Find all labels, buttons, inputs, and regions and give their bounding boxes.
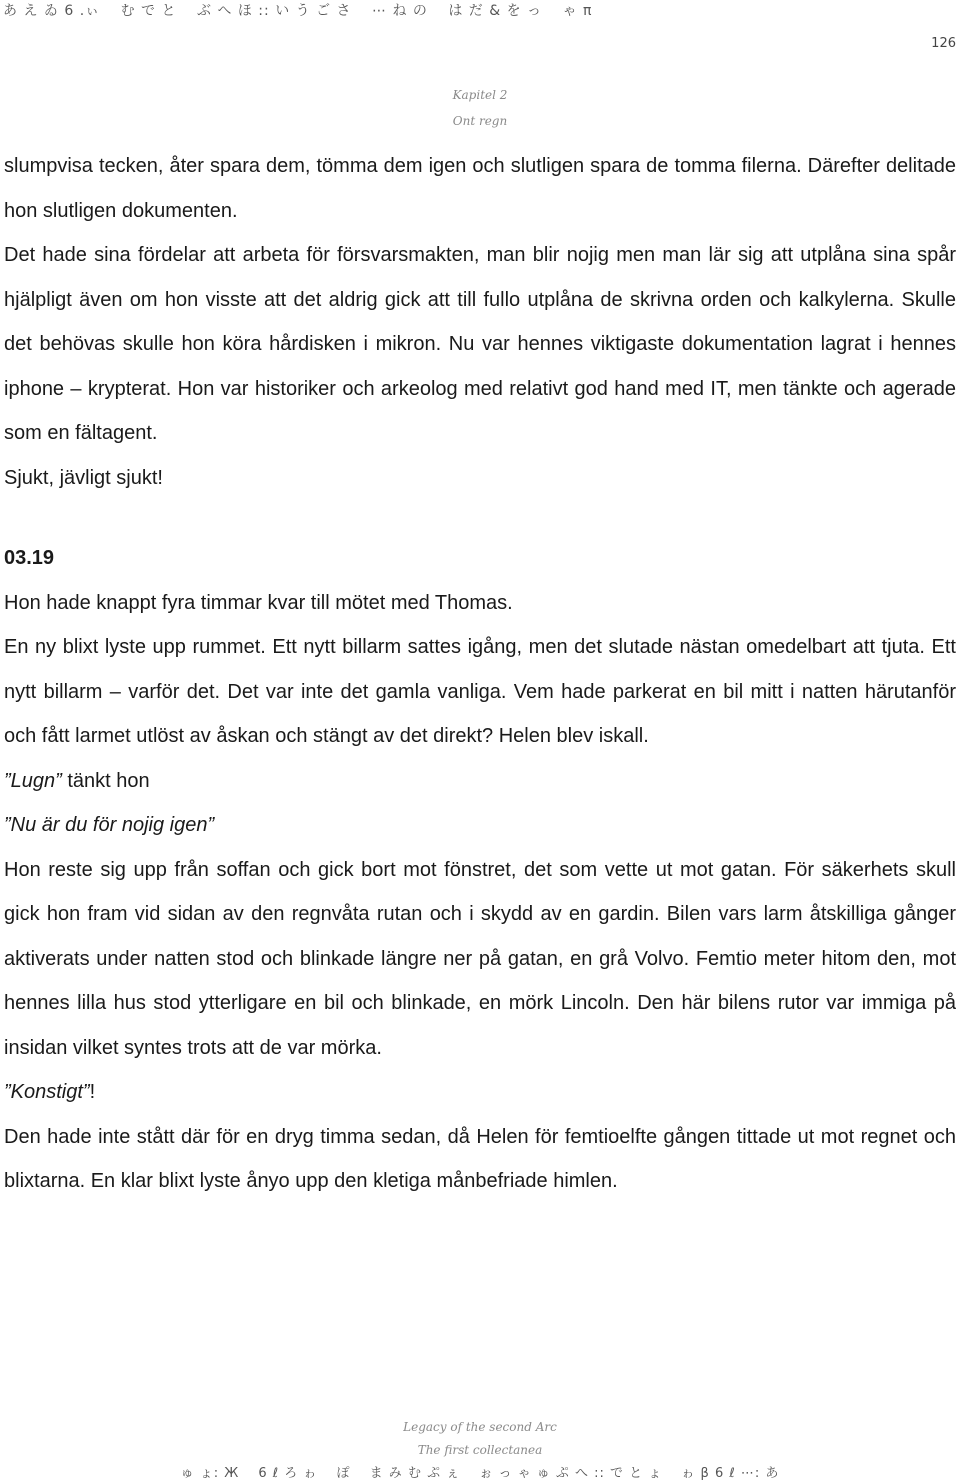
paragraph: Hon hade knappt fyra timmar kvar till mötet med Thomas. (4, 591, 513, 614)
top-glyph-line: あ え ゐ 6 .ぃ む で と ぶ へ ほ :: い う ご さ ⋯ ね の は だ & を っ ゃ π (3, 3, 593, 19)
paragraph: Det hade sina fördelar att arbeta för försvarsmakten, man blir nojig men man lär sig att utplåna sina spår hjälpligt även om hon visste att det aldrig gick att till fullo utplåna de skrivna orden och kalkylerna. Skulle det behövas skulle hon köra hårdisken i mikron. Nu var hennes viktigaste dokumentation lagrat i hennes iphone – krypterat. Hon var historiker och arkeolog med relativt god hand med IT, men tänkte och agerade som en fältagent. (4, 244, 956, 444)
paragraph: En ny blixt lyste upp rummet. Ett nytt billarm sattes igång, men det slutade nästan omedelbart att tjuta. Ett nytt billarm – varför det. Det var inte det gamla vanliga. Vem hade parkerat en bil mitt i natten härutanför och fått larmet utlöst av åskan och stängt av det direkt? Helen blev iskall. (4, 636, 956, 747)
page-number: 126 (931, 36, 956, 51)
footer-volume-title: The first collectanea (417, 1443, 543, 1457)
page-footer (0, 1416, 960, 1462)
exclamation-tail: ! (89, 1081, 96, 1103)
chapter-subtitle: Ont regn (452, 114, 508, 128)
section-heading: 03.19 (4, 547, 55, 569)
thought-line (4, 759, 956, 804)
paragraph: Hon reste sig upp från soffan och gick bort mot fönstret, det som vette ut mot gatan. För säkerhets skull gick hon fram vid sidan av den regnvåta rutan och i skydd av en gardin. Bilen vars larm åtskilliga gånger aktiverats under natten stod och blinkade längre ner på gatan, en grå Volvo. Femtio meter hitom den, mot hennes lilla hus stod ytterligare en bil och blinkade, en mörk Lincoln. Den här bilens rutor var immiga på insidan vilket syntes trots att de var mörka. (4, 858, 956, 1059)
body-text (4, 144, 956, 1204)
footer-series-title: Legacy of the second Arc (403, 1420, 557, 1434)
chapter-header (0, 82, 960, 134)
paragraph: Sjukt, jävligt sjukt! (4, 466, 163, 489)
thought-quote: ”Lugn” (4, 769, 62, 792)
thought-line: ”Nu är du för nojig igen” (4, 814, 215, 836)
chapter-title: Kapitel 2 (452, 88, 508, 102)
exclamation-quote: ”Konstigt” (4, 1081, 90, 1103)
exclamation-line (4, 1070, 956, 1115)
paragraph: Den hade inte stått där för en dryg timma sedan, då Helen för femtioelfte gången tittade ut mot regnet och blixtarna. En klar blixt lyste ånyo upp den kletiga månbefriade himlen. (4, 1125, 956, 1192)
bottom-glyph-line: ゅ ょ: Ж 6 ℓ ろ ゎ ぽ ま み む ぷ ぇ ぉ っ ゃ ゅ ぷ へ :: で と ょ ゎ β 6 ℓ ⋯: あ (180, 1466, 780, 1481)
thought-tail: tänkt hon (61, 769, 150, 792)
paragraph: slumpvisa tecken, åter spara dem, tömma dem igen och slutligen spara de tomma filerna. Därefter delitade hon slutligen dokumenten. (4, 155, 956, 222)
section-gap (4, 500, 956, 536)
